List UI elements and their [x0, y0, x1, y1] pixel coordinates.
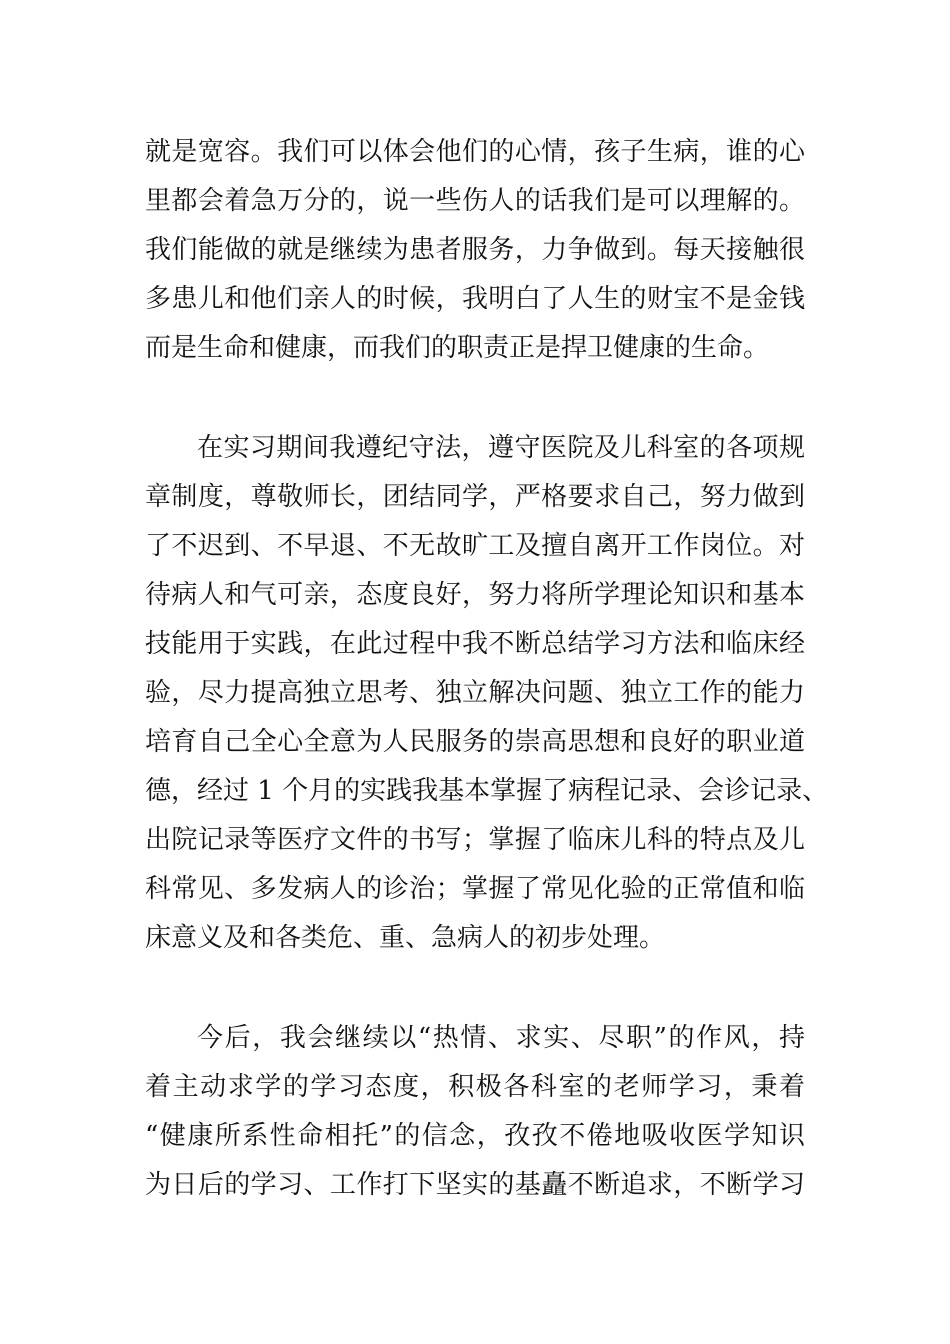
text-line: 我们能做的就是继续为患者服务，力争做到。每天接触很: [145, 235, 805, 265]
text-line: 出院记录等医疗文件的书写；掌握了临床儿科的特点及儿: [145, 825, 805, 855]
text-line: 德，经过 1 个月的实践我基本掌握了病程记录、会诊记录、: [145, 776, 829, 806]
text-line: 科常见、多发病人的诊治；掌握了常见化验的正常值和临: [145, 874, 805, 904]
text-line: 今后，我会继续以“热情、求实、尽职”的作风，持: [197, 1023, 805, 1053]
text-line: 多患儿和他们亲人的时候，我明白了人生的财宝不是金钱: [145, 284, 805, 314]
text-line: 床意义及和各类危、重、急病人的初步处理。: [145, 923, 666, 953]
text-line: 里都会着急万分的，说一些伤人的话我们是可以理解的。: [145, 186, 805, 216]
text-line: 了不迟到、不早退、不无故旷工及擅自离开工作岗位。对: [145, 531, 805, 561]
text-line: 着主动求学的学习态度，积极各科室的老师学习，秉着: [145, 1072, 805, 1102]
paragraph-gap: [145, 373, 805, 424]
text-line: 为日后的学习、工作打下坚实的基矗不断追求，不断学习: [145, 1170, 805, 1200]
text-line: 技能用于实践，在此过程中我不断总结学习方法和临床经: [145, 629, 805, 659]
text-line: 就是宽容。我们可以体会他们的心情，孩子生病，谁的心: [145, 137, 805, 167]
text-line: 章制度，尊敬师长，团结同学，严格要求自己，努力做到: [145, 482, 805, 512]
paragraph-2: [145, 424, 829, 963]
paragraph-1: [145, 128, 805, 373]
text-line: 待病人和气可亲，态度良好，努力将所学理论知识和基本: [145, 580, 805, 610]
text-line: 验，尽力提高独立思考、独立解决问题、独立工作的能力: [145, 678, 805, 708]
text-line: 而是生命和健康，而我们的职责正是捍卫健康的生命。: [145, 333, 770, 363]
paragraph-gap: [145, 963, 805, 1014]
text-line: 培育自己全心全意为人民服务的崇高思想和良好的职业道: [145, 727, 805, 757]
paragraph-3: [145, 1014, 805, 1210]
text-line: 在实习期间我遵纪守法，遵守医院及儿科室的各项规: [197, 433, 805, 463]
document-body: [145, 128, 829, 1210]
text-line: “健康所系性命相托”的信念，孜孜不倦地吸收医学知识: [145, 1121, 805, 1151]
